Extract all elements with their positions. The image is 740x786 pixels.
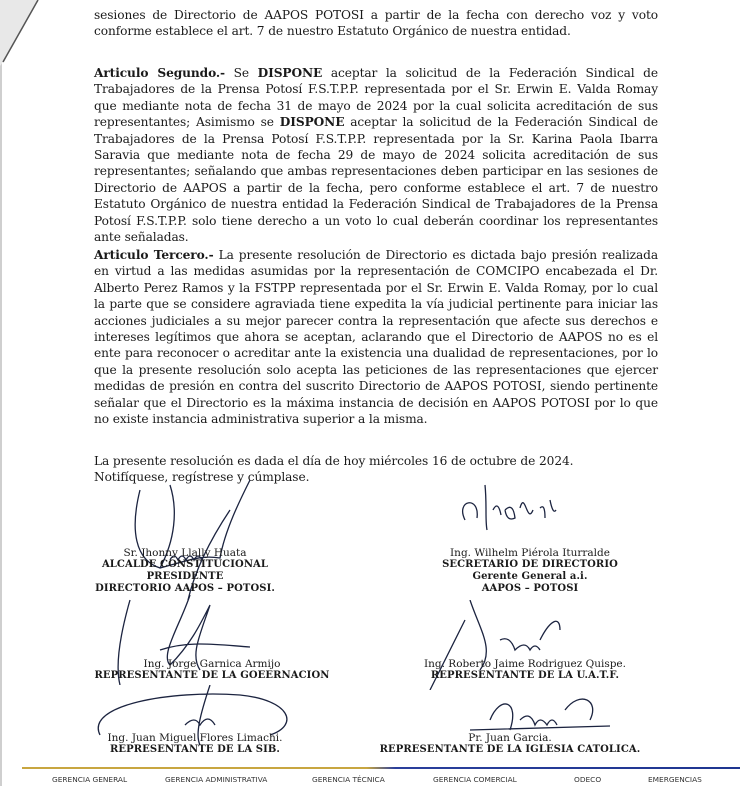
signatory-name: Ing. Wilhelm Piérola Iturralde [450, 547, 610, 559]
signatory-role: REPRESENTANTE DE LA SIB. [110, 744, 280, 755]
articulo-tercero [94, 247, 658, 427]
letterhead-footer [0, 775, 740, 786]
signatory-role: ALCALDE CONSTITUCIONAL [101, 559, 269, 570]
articulo-segundo-text: aceptar la solicitud de la Federación Sindical de Trabajadores de la Prensa Potosí F.S.T.P.P. representada por la Sr. Karina Paola Ibarra Saravia que mediante nota de fecha 29 de mayo de 2024 solicita acreditación de sus representantes; señalando que ambas representaciones deben participar en las sesiones de Directorio de AAPOS a partir de la fecha, pero conforme establece el art. 7 de nuestro Estatuto Orgánico de nuestra entidad la Federación Sindical de Trabajadores de la Prensa Potosí F.S.T.P.P. solo tiene derecho a un voto lo cual deberán coordinar los representantes ante señaladas. [94, 115, 658, 245]
articulo-tercero-heading: Articulo Tercero.- [94, 248, 214, 262]
closing-notify-line: Notifíquese, regístrese y cúmplase. [94, 470, 310, 485]
articulo-segundo-heading: Articulo Segundo.- [94, 66, 226, 80]
signatory-name: Ing. Roberto Jaime Rodriguez Quispe. [424, 658, 626, 670]
footer-item-gerencia-tecnica: GERENCIA TÉCNICA [312, 775, 385, 784]
closing-statement [94, 453, 658, 486]
signatory-name: Ing. Jorge Garnica Armijo [143, 658, 281, 670]
articulo-segundo-text: aceptar la solicitud de la Federación Sindical de Trabajadores de la Prensa Potosí F.S.T.P.P. representada por el Sr. Erwin E. Valda Romay que mediante nota de fecha 31 de mayo de 2024 por la cual solicita acreditación de sus representantes; Asimismo se [94, 66, 658, 130]
signatory-name: Pr. Juan Garcia. [468, 732, 552, 744]
footer-divider [22, 767, 740, 769]
signatory-secretario [435, 547, 625, 595]
page-curl-decoration [0, 0, 40, 70]
dispone-keyword: DISPONE [257, 66, 323, 80]
signatory-sib [90, 732, 300, 756]
signatory-name: Ing. Juan Miguel Flores Limachi. [107, 732, 283, 744]
articulo-segundo [94, 65, 658, 245]
footer-item-gerencia-general: GERENCIA GENERAL [52, 775, 128, 784]
signatory-role: REPRESENTANTE DE LA IGLESIA CATOLICA. [379, 744, 641, 755]
signatory-presidente [90, 547, 280, 595]
signatory-role: Gerente General a.i. [472, 571, 588, 582]
signatory-uatf [415, 658, 635, 682]
signatory-goebernacion [92, 658, 332, 682]
signatory-role: PRESIDENTE [146, 571, 224, 582]
dispone-keyword: DISPONE [279, 115, 345, 130]
signatory-role: REPRESENTANTE DE LA GOEERNACION [94, 670, 330, 681]
footer-item-odeco: ODECO [574, 775, 602, 784]
signatory-role: AAPOS – POTOSI [481, 583, 579, 594]
closing-date-line: La presente resolución es dada el día de hoy miércoles 16 de octubre de 2024. [94, 454, 574, 468]
intro-paragraph: sesiones de Directorio de AAPOS POTOSI a partir de la fecha con derecho voz y voto conforme establece el art. 7 de nuestro Estatuto Orgánico de nuestra entidad. [94, 8, 658, 39]
signatory-role: REPRESENTANTE DE LA U.A.T.F. [430, 670, 620, 681]
signature-secretario [455, 480, 595, 540]
footer-item-emergencias: EMERGENCIAS [648, 775, 702, 784]
footer-item-gerencia-administrativa: GERENCIA ADMINISTRATIVA [165, 775, 268, 784]
signatory-iglesia [370, 732, 650, 756]
signatory-role: DIRECTORIO AAPOS – POTOSI. [95, 583, 275, 594]
page-edge [0, 0, 2, 786]
footer-item-gerencia-comercial: GERENCIA COMERCIAL [433, 775, 517, 784]
articulo-tercero-text: La presente resolución de Directorio es dictada bajo presión realizada en virtud a las medidas asumidas por la representación de COMCIPO encabezada el Dr. Alberto Perez Ramos y la FSTPP representada por el Sr. Erwin E. Valda Romay, por lo cual la parte que se considere agraviada tiene expedita la vía judicial pertinente para iniciar las acciones judiciales a su mejor parecer contra la representación que afecte sus derechos e intereses legítimos que ahora se aceptan, aclarando que el Directorio de AAPOS no es el ente para reconocer o acreditar ante la existencia una dualidad de representaciones, por lo que la presente resolución solo acepta las peticiones de las representaciones que ejercer medidas de presión en contra del suscrito Directorio de AAPOS POTOSI, siendo pertinente señalar que el Directorio es la máxima instancia de decisión en AAPOS POTOSI por lo que no existe instancia administrativa superior a la misma. [94, 248, 659, 427]
signatory-role: SECRETARIO DE DIRECTORIO [442, 559, 618, 570]
signatory-name: Sr. Jhonny Llally Huata [123, 547, 247, 559]
articulo-segundo-text: Se [225, 66, 258, 80]
